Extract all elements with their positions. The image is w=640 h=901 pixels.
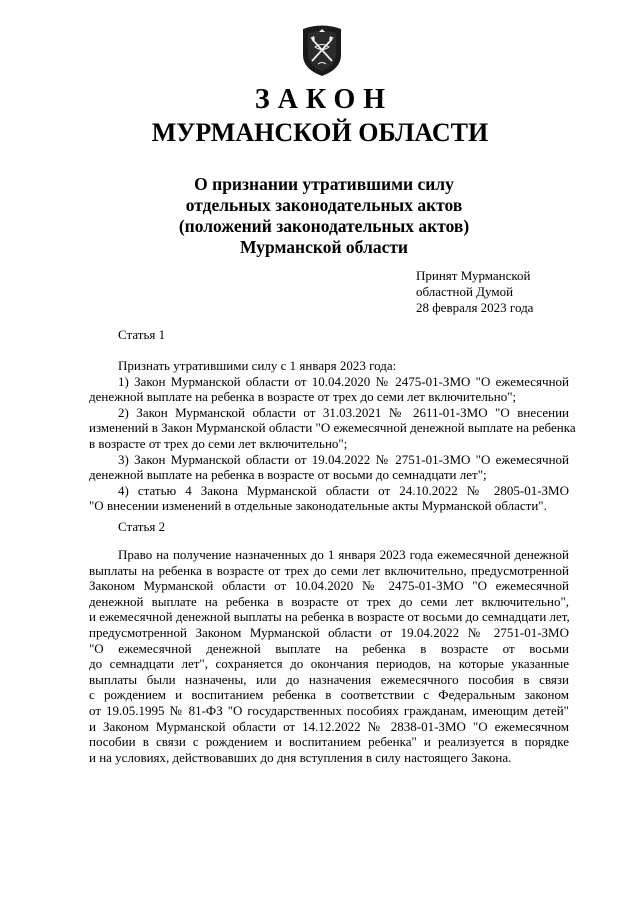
article-1-line: 3) Закон Мурманской области от 19.04.2022 № 2751-01-ЗМО "О ежемесячной <box>118 451 569 467</box>
article-1-line: 2) Закон Мурманской области от 31.03.2021 № 2611-01-ЗМО "О внесении <box>118 404 569 420</box>
article-2-body <box>89 547 569 765</box>
article-2-line: до семнадцати лет", сохраняется до окончания периодов, на которые указанные <box>89 656 569 672</box>
article-2-line: "О ежемесячной денежной выплате на ребенка в возрасте от восьми <box>89 640 569 656</box>
document-title-line: отдельных законодательных актов <box>185 195 463 215</box>
document-title-line: (положений законодательных актов) <box>178 216 470 236</box>
adoption-note <box>416 268 533 315</box>
region-heading: МУРМАНСКОЙ ОБЛАСТИ <box>151 118 489 147</box>
article-2-heading: Статья 2 <box>118 519 166 534</box>
article-2-line: Законом Мурманской области от 10.04.2020 № 2475-01-ЗМО "О ежемесячной <box>89 578 569 594</box>
article-1-line: денежной выплате на ребенка в возрасте от восьми до семнадцати лет"; <box>89 467 487 483</box>
article-1-line: Признать утратившими силу с 1 января 2023 года: <box>118 358 397 373</box>
article-1-line: изменений в Закон Мурманской области "О ежемесячной денежной выплате на ребенка <box>89 420 576 436</box>
article-2-line: от 19.05.1995 № 81-ФЗ "О государственных пособиях гражданам, имеющим детей" <box>89 702 569 718</box>
adoption-note-line: Принят Мурманской <box>416 268 531 283</box>
article-2-line: денежной выплате на ребенка в возрасте от трех до семи лет включительно", <box>89 593 569 609</box>
document-title <box>0 174 640 258</box>
document-title-line: Мурманской области <box>239 237 409 257</box>
article-1-line: "О внесении изменений в отдельные законодательные акты Мурманской области". <box>89 498 547 514</box>
article-2-line: выплаты были назначены, или до назначения ежемесячного пособия в связи <box>89 671 569 687</box>
article-1-body <box>89 358 576 514</box>
article-2-line: пособии в связи с рождением и воспитанием ребенка" и реализуется в порядке <box>89 734 569 750</box>
article-1-heading: Статья 1 <box>118 327 166 342</box>
article-2-line: предусмотренной Законом Мурманской области от 19.04.2022 № 2751-01-ЗМО <box>89 624 569 640</box>
adoption-date: 28 февраля 2023 года <box>416 299 534 315</box>
article-1-line: 4) статью 4 Закона Мурманской области от 24.10.2022 № 2805-01-ЗМО <box>118 482 569 498</box>
article-2-line: и ежемесячной денежной выплаты на ребенка в возрасте от восьми до семнадцати лет, <box>89 609 570 625</box>
law-heading: ЗАКОН <box>254 84 394 115</box>
article-2-line: с рождением и воспитанием ребенка в соответствии с Федеральным законом <box>89 687 569 703</box>
adoption-note-line: областной Думой <box>416 283 514 299</box>
article-1-line: в возрасте от трех до семи лет включительно"; <box>89 435 348 451</box>
article-2-line: Право на получение назначенных до 1 января 2023 года ежемесячной денежной <box>118 547 569 562</box>
article-2-line: выплаты на ребенка в возрасте от трех до семи лет включительно, предусмотренной <box>89 562 569 578</box>
document-title-line: О признании утратившими силу <box>194 174 454 194</box>
article-1-line: денежной выплате на ребенка в возрасте от трех до семи лет включительно"; <box>89 389 517 405</box>
article-1-line: 1) Закон Мурманской области от 10.04.2020 № 2475-01-ЗМО "О ежемесячной <box>118 373 569 389</box>
article-2-line: и на условиях, действовавших до дня вступления в силу настоящего Закона. <box>89 749 512 765</box>
article-2-line: и Законом Мурманской области от 14.12.2022 № 2838-01-ЗМО "О ежемесячном <box>89 718 569 734</box>
coat-of-arms-icon <box>299 23 345 77</box>
